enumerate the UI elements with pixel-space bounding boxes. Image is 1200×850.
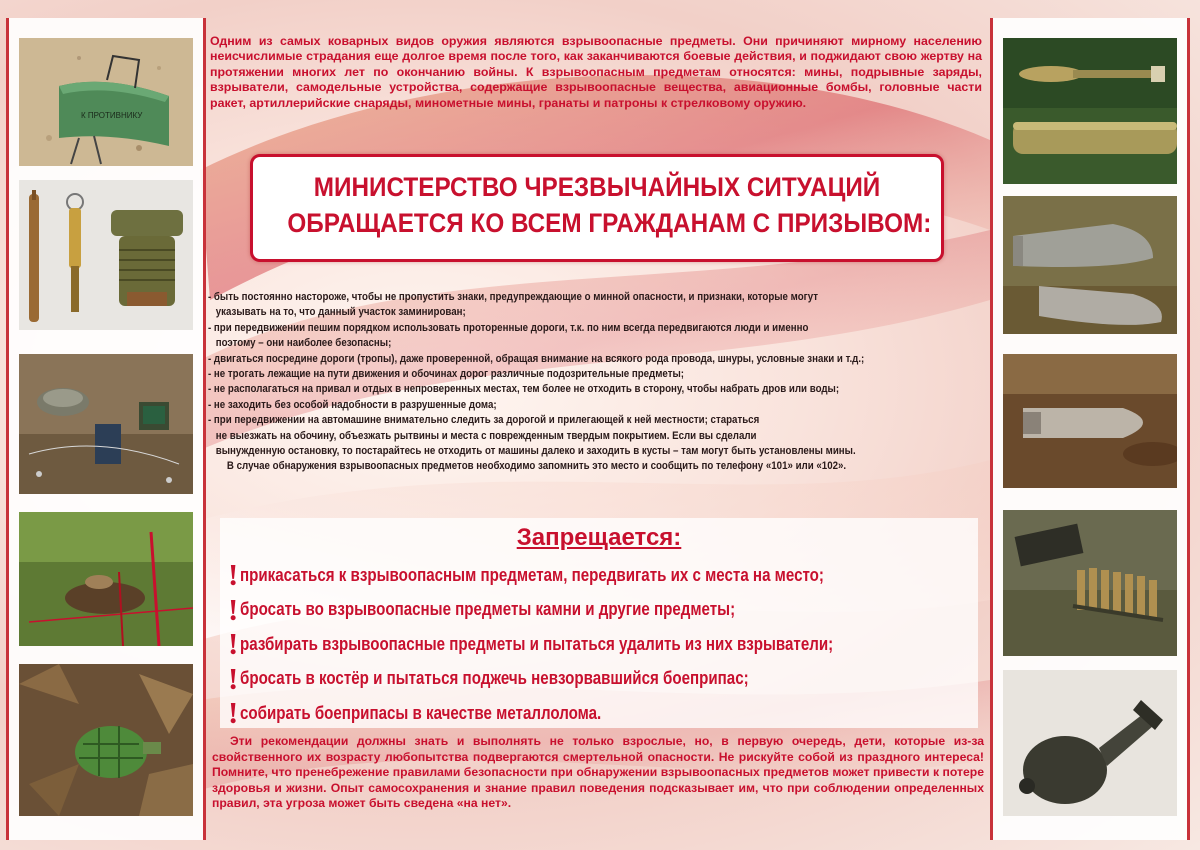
photo-tripwire-mines (19, 354, 193, 494)
rule-line: - двигаться посредине дороги (тропы), даже проверенной, обращая внимание на всякого рода провода, шнуры, условные знаки и т.д.; (208, 352, 865, 365)
photo-artillery-shells (1003, 196, 1177, 334)
forbidden-item (228, 627, 978, 662)
emergency-note: В случае обнаружения взрывоопасных предметов необходимо запомнить это место и сообщить по телефону «101» или «102». (226, 460, 847, 473)
outro-paragraph: Эти рекомендации должны знать и выполнять не только взрослые, но, в первую очередь, дети, которые из-за свойственного их возрасту любопытства подвергаются смертельной опасности. Не рискуйте собой из праздного интереса! Помните, что пренебрежение правилами безопасности при обнаружении взрывоопасных предметов может привести к потере здоровья и жизни. Опыт самосохранения и знание правил поведения подсказывает им, что при соблюдении определенных правил, эта угроза может быть сведена «на нет». (212, 734, 984, 810)
rule-line: - не заходить без особой надобности в разрушенные дома; (208, 398, 497, 411)
photo-fuzes (19, 180, 193, 330)
headline-box (250, 154, 944, 262)
headline-line-1: МИНИСТЕРСТВО ЧРЕЗВЫЧАЙНЫХ СИТУАЦИЙ (313, 172, 881, 202)
photo-ammo-belt (1003, 510, 1177, 656)
forbidden-title: Запрещается: (516, 524, 682, 551)
rule-line: - при передвижении на автомашине внимательно следить за дорогой и прилегающей к ней местности; стараться (208, 414, 760, 427)
forbidden-list (228, 558, 978, 731)
exclamation-icon: ! (228, 660, 239, 696)
exclamation-icon: ! (228, 557, 239, 593)
rule-line: указывать на то, что данный участок заминирован; (215, 306, 466, 319)
forbidden-item (228, 662, 978, 697)
rule-line: - при передвижении пешим порядком использовать проторенные дороги, т.к. по ним всегда передвигаются люди и именно (208, 321, 809, 334)
rule-line: - быть постоянно настороже, чтобы не пропустить знаки, предупреждающие о минной опасности, и признаки, которые могут (208, 291, 818, 303)
photo-buried-mine (19, 512, 193, 646)
photo-rpg-rounds (1003, 38, 1177, 184)
mine-label-text: К ПРОТИВНИКУ (81, 111, 143, 120)
forbidden-item-text: разбирать взрывоопасные предметы и пытаться удалить из них взрыватели; (240, 633, 834, 654)
forbidden-panel (220, 518, 978, 731)
forbidden-item-text: бросать во взрывоопасные предметы камни и другие предметы; (240, 599, 736, 620)
photo-buried-shell (1003, 354, 1177, 488)
rule-line: не выезжать на обочину, объезжать рытвины и места с поврежденным твердым покрытием. Если вы сделали (215, 429, 757, 442)
forbidden-item (228, 696, 978, 731)
rule-line: - не располагаться на привал и отдых в непроверенных местах, тем более не отходить в сторону, чтобы набрать дров или воды; (208, 383, 840, 396)
forbidden-item (228, 558, 978, 593)
forbidden-item-text: прикасаться к взрывоопасным предметам, передвигать их с места на место; (240, 564, 824, 585)
rule-line: вынужденную остановку, то постарайтесь не отходить от машины далеко и заходить в кусты – там могут быть установлены мины. (215, 445, 856, 458)
forbidden-item-text: бросать в костёр и пытаться поджечь невзорвавшийся боеприпас; (240, 668, 749, 689)
intro-paragraph: Одним из самых коварных видов оружия являются взрывоопасные предметы. Они причиняют мирному населению неисчислимые страдания еще долгое время после того, как заканчиваются боевые действия, и поджидают свою жертву на протяжении многих лет по окончанию войны. К взрывоопасным предметам относятся: мины, подрывные заряды, взрыватели, самодельные устройства, содержащие взрывоопасные вещества, авиационные бомбы, головные части ракет, артиллерийские снаряды, минометные мины, гранаты и патроны к стрелковому оружию. (210, 34, 982, 110)
photo-directional-mine (19, 38, 193, 166)
rules-list (208, 290, 994, 475)
rule-line: поэтому – они наиболее безопасны; (215, 337, 392, 350)
rule-line: - не трогать лежащие на пути движения и обочинах дорог различные подозрительные предметы; (208, 368, 684, 381)
exclamation-icon: ! (228, 695, 239, 731)
right-photo-column (990, 18, 1190, 840)
exclamation-icon: ! (228, 626, 239, 662)
forbidden-item-text: собирать боеприпасы в качестве металлолома. (240, 702, 602, 723)
photo-grenade (19, 664, 193, 816)
headline-line-2: ОБРАЩАЕТСЯ КО ВСЕМ ГРАЖДАНАМ С ПРИЗЫВОМ: (287, 208, 932, 238)
left-photo-column (6, 18, 206, 840)
forbidden-item (228, 593, 978, 628)
exclamation-icon: ! (228, 591, 239, 627)
photo-mortar-round (1003, 670, 1177, 816)
